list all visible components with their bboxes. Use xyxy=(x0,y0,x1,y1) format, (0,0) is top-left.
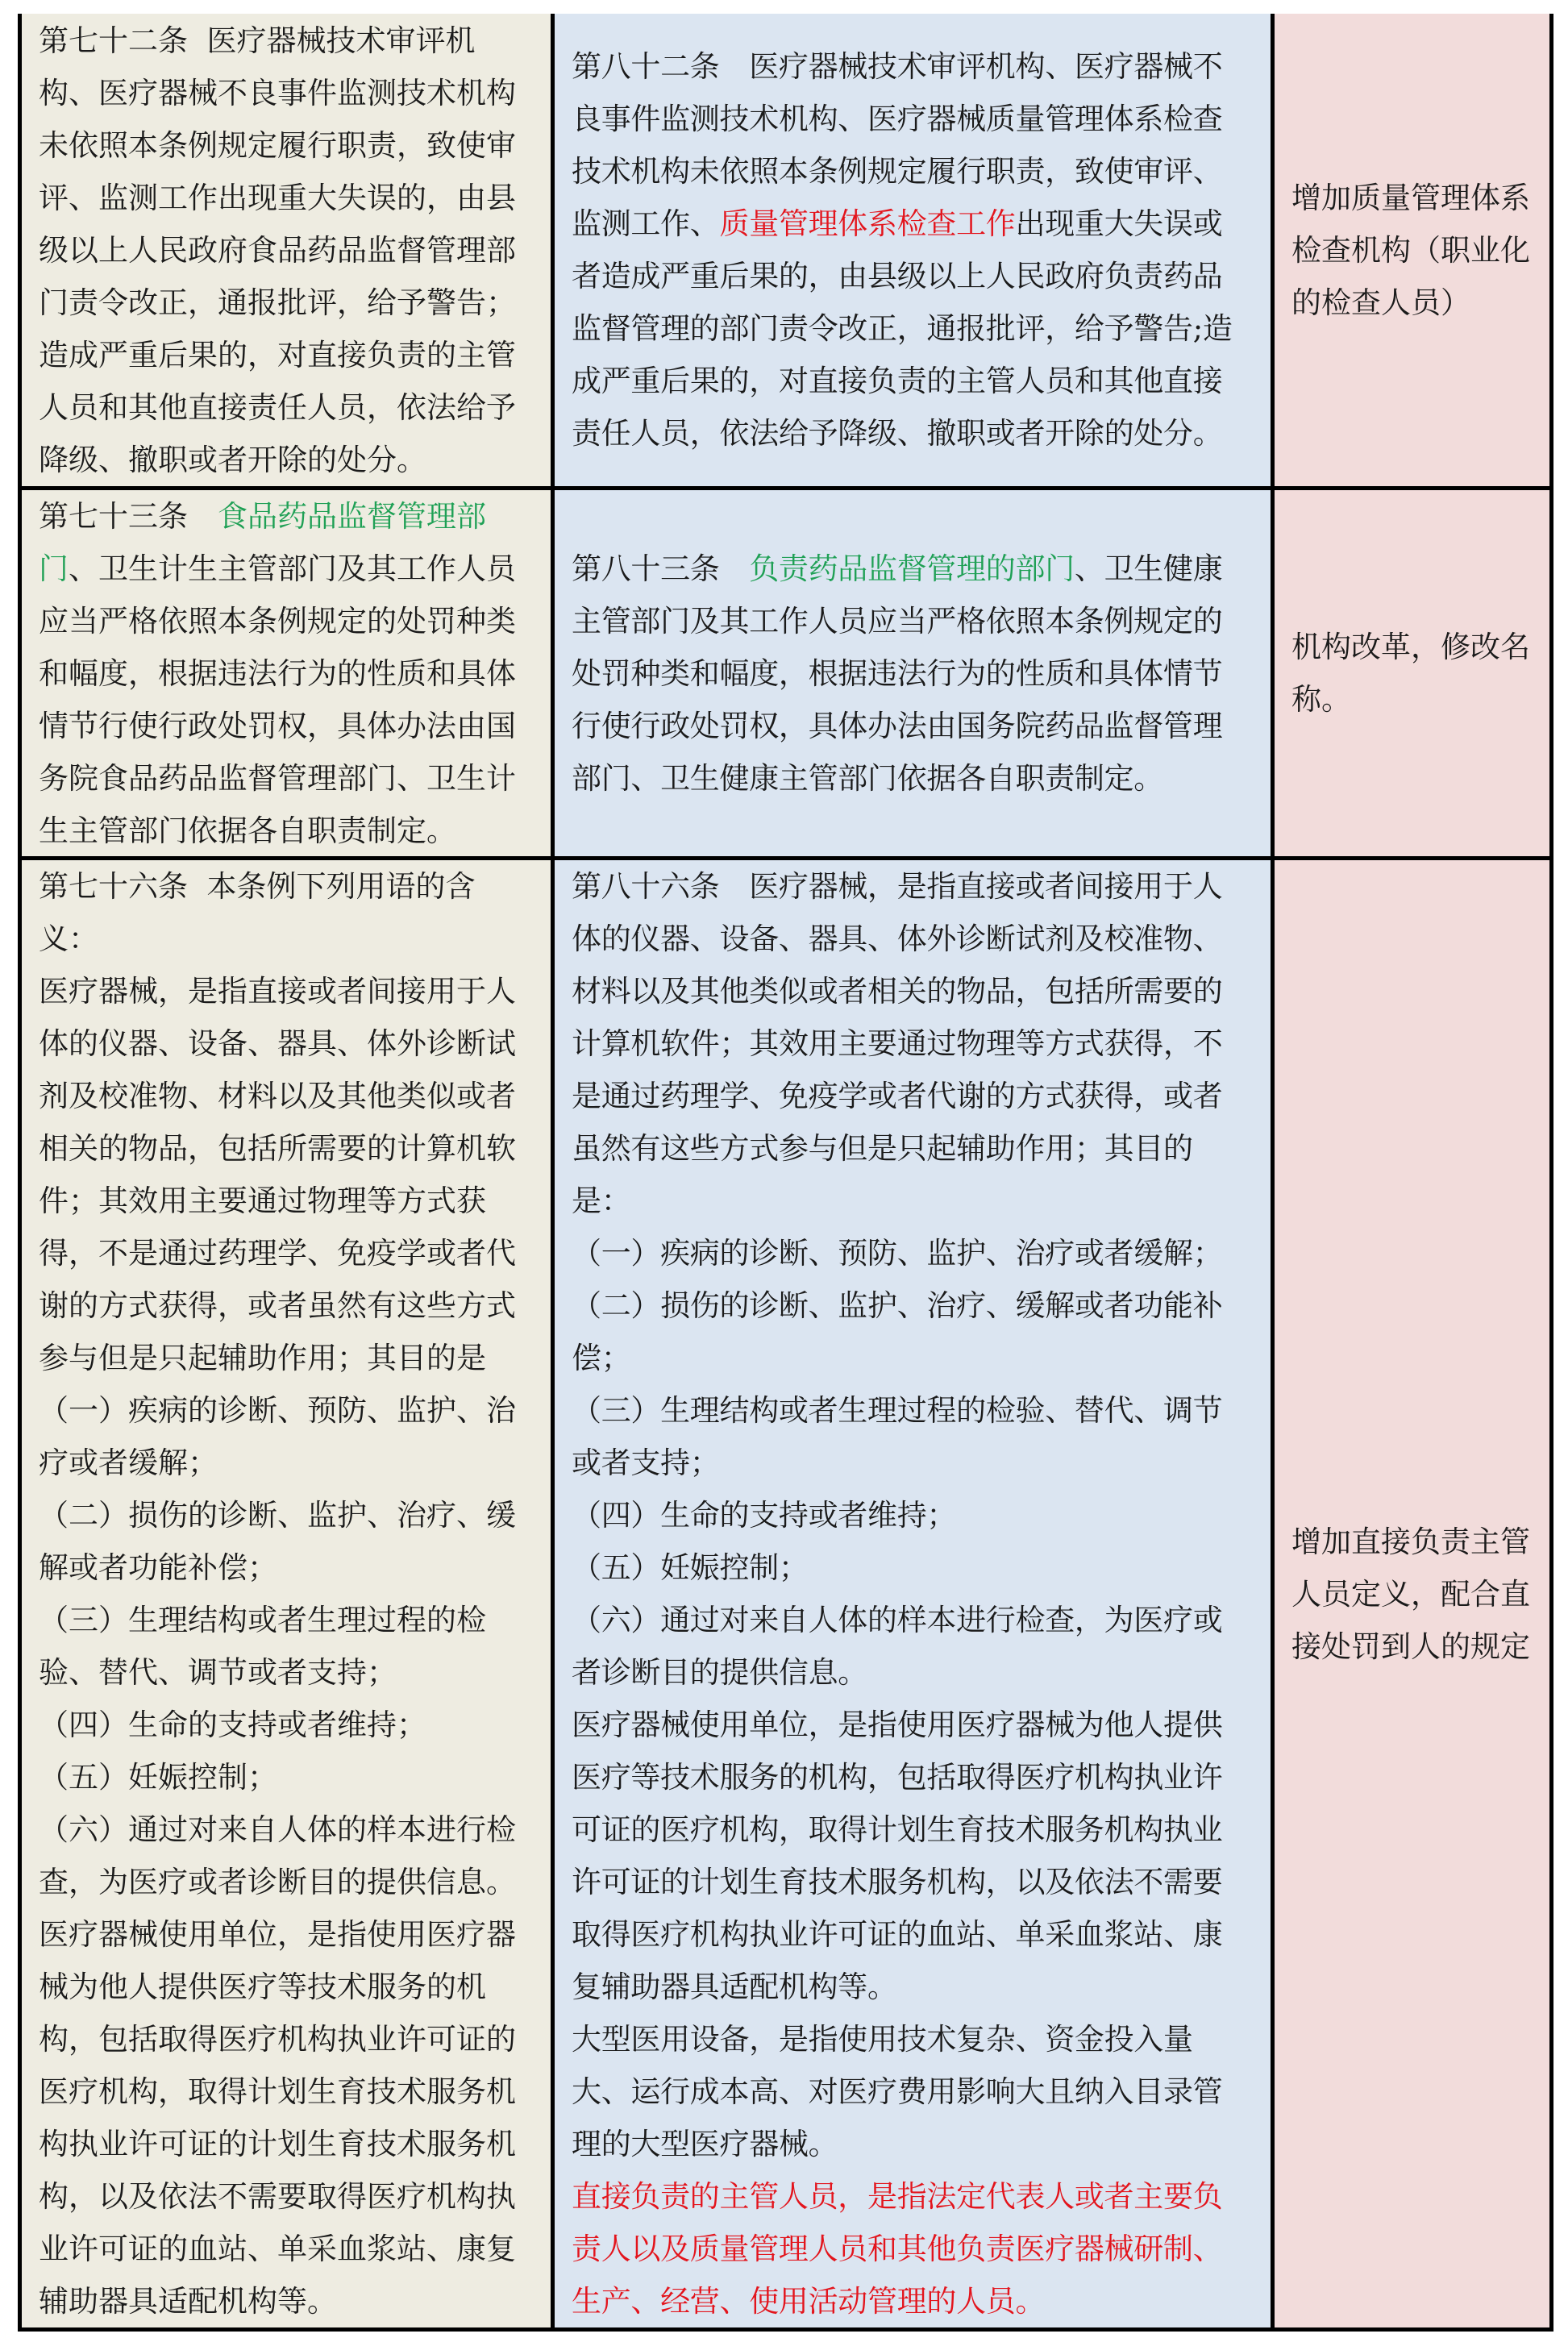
text-line: （五）妊娠控制； xyxy=(572,1550,809,1585)
added-text-highlight: 责人以及质量管理人员和其他负责医疗器械研制、 xyxy=(572,2232,1223,2266)
text-line: 或者支持； xyxy=(572,1446,720,1480)
text-line: 业许可证的血站、单采血浆站、康复 xyxy=(39,2232,516,2266)
text-line: 应当严格依照本条例规定的处罚种类 xyxy=(39,603,516,639)
text-line: （四）生命的支持或者维持； xyxy=(572,1498,957,1533)
text-line: 增加质量管理体系 xyxy=(1291,180,1530,215)
text-line: 评、监测工作出现重大失误的，由县 xyxy=(39,180,516,215)
text-line: 情节行使行政处罚权，具体办法由国 xyxy=(39,708,516,743)
text-line: 体的仪器、设备、器具、体外诊断试 xyxy=(39,1026,516,1061)
text-line: 许可证的计划生育技术服务机构，以及依法不需要 xyxy=(572,1865,1223,1899)
text-line: 生主管部门依据各自职责制定。 xyxy=(39,813,456,848)
text-line: 技术机构未依照本条例规定履行职责，致使审评、 xyxy=(572,154,1223,189)
text-line: 第八十六条 医疗器械，是指直接或者间接用于人 xyxy=(572,869,1223,904)
row1-old-article-cell xyxy=(22,14,551,486)
text-line: 机构改革，修改名 xyxy=(1291,630,1530,664)
text-line: 造成严重后果的，对直接负责的主管 xyxy=(39,337,516,372)
text-line: （六）通过对来自人体的样本进行检 xyxy=(39,1812,516,1847)
text-line: 称。 xyxy=(1291,682,1351,717)
text-line: 是通过药理学、免疫学或者代谢的方式获得，或者 xyxy=(572,1079,1223,1113)
text-line: 构，包括取得医疗机构执业许可证的 xyxy=(39,2022,516,2057)
text-line: 降级、撤职或者开除的处分。 xyxy=(39,442,426,477)
text-line: 医疗等技术服务的机构，包括取得医疗机构执业许 xyxy=(572,1760,1223,1795)
text-line: 第八十二条 医疗器械技术审评机构、医疗器械不 xyxy=(572,49,1223,84)
added-text-highlight: 生产、经营、使用活动管理的人员。 xyxy=(572,2284,1046,2319)
text-line: 良事件监测技术机构、医疗器械质量管理体系检查 xyxy=(572,102,1223,136)
renamed-text-highlight: 门 xyxy=(39,551,69,586)
text-line: 大型医用设备，是指使用技术复杂、资金投入量 xyxy=(572,2022,1193,2057)
text-line: 部门、卫生健康主管部门依据各自职责制定。 xyxy=(572,760,1163,796)
text-line: 人员定义，配合直 xyxy=(1291,1576,1530,1612)
text-line: 查，为医疗或者诊断目的提供信息。 xyxy=(39,1865,516,1899)
text-line: 者造成严重后果的，由县级以上人民政府负责药品 xyxy=(572,259,1223,293)
text-line: 增加直接负责主管 xyxy=(1291,1524,1530,1559)
text-line: 第七十六条 本条例下列用语的含 xyxy=(39,869,476,904)
renamed-text-highlight: 负责药品监督管理的部门 xyxy=(749,551,1075,586)
text-line: 材料以及其他类似或者相关的物品，包括所需要的 xyxy=(572,974,1223,1009)
text-line: 验、替代、调节或者支持； xyxy=(39,1655,397,1690)
text-line: 构执业许可证的计划生育技术服务机 xyxy=(39,2127,516,2161)
text-line: 责任人员，依法给予降级、撤职或者开除的处分。 xyxy=(572,416,1223,451)
text-segment: 第七十三条 xyxy=(39,498,218,534)
text-line: 疗或者缓解； xyxy=(39,1446,218,1480)
text-line: 得，不是通过药理学、免疫学或者代 xyxy=(39,1236,516,1271)
text-segment: 出现重大失误或 xyxy=(1015,206,1223,241)
text-line: 体的仪器、设备、器具、体外诊断试剂及校准物、 xyxy=(572,921,1223,956)
regulation-comparison-table xyxy=(18,14,1553,2332)
text-line: 检查机构（职业化 xyxy=(1291,232,1530,268)
text-segment: 监测工作、 xyxy=(572,206,720,241)
row1-new-article-cell xyxy=(555,14,1271,486)
text-line: 取得医疗机构执业许可证的血站、单采血浆站、康 xyxy=(572,1917,1223,1952)
text-line: 行使行政处罚权，具体办法由国务院药品监督管理 xyxy=(572,708,1223,743)
row2-change-note-cell xyxy=(1275,490,1549,856)
text-line xyxy=(39,490,534,543)
text-segment: 、卫生健康 xyxy=(1074,551,1223,586)
text-line: （六）通过对来自人体的样本进行检查，为医疗或 xyxy=(572,1603,1223,1637)
text-line: 偿； xyxy=(572,1341,631,1375)
text-line: 解或者功能补偿； xyxy=(39,1550,277,1585)
row2-old-article-cell xyxy=(22,490,551,856)
text-line: 医疗器械，是指直接或者间接用于人 xyxy=(39,974,516,1009)
text-line xyxy=(572,198,1254,250)
text-line: 大、运行成本高、对医疗费用影响大且纳入目录管 xyxy=(572,2074,1223,2109)
text-line: 主管部门及其工作人员应当严格依照本条例规定的 xyxy=(572,603,1223,639)
text-line: 者诊断目的提供信息。 xyxy=(572,1655,867,1690)
text-line: 门责令改正，通报批评，给予警告； xyxy=(39,285,516,320)
text-line: 医疗器械使用单位，是指使用医疗器械为他人提供 xyxy=(572,1708,1223,1742)
text-line: 人员和其他直接责任人员，依法给予 xyxy=(39,389,516,425)
text-line: 件；其效用主要通过物理等方式获 xyxy=(39,1183,486,1218)
text-line: 构、医疗器械不良事件监测技术机构 xyxy=(39,75,516,110)
text-line: 处罚种类和幅度，根据违法行为的性质和具体情节 xyxy=(572,655,1223,691)
text-line: 务院食品药品监督管理部门、卫生计 xyxy=(39,760,516,796)
text-line: 可证的医疗机构，取得计划生育技术服务机构执业 xyxy=(572,1812,1223,1847)
text-line: 辅助器具适配机构等。 xyxy=(39,2284,337,2319)
text-line: 的检查人员） xyxy=(1291,285,1470,320)
text-line: （四）生命的支持或者维持； xyxy=(39,1708,426,1742)
text-line: （五）妊娠控制； xyxy=(39,1760,277,1795)
text-line: 是： xyxy=(572,1183,631,1218)
text-line: 接处罚到人的规定 xyxy=(1291,1629,1530,1664)
row3-old-article-cell xyxy=(22,860,551,2327)
text-line: 参与但是只起辅助作用；其目的是 xyxy=(39,1341,486,1375)
text-line: 相关的物品，包括所需要的计算机软 xyxy=(39,1131,516,1166)
text-segment: 第八十三条 xyxy=(572,551,750,586)
text-line: （一）疾病的诊断、预防、监护、治疗或者缓解； xyxy=(572,1236,1223,1271)
text-line: 义： xyxy=(39,921,98,956)
text-line: 成严重后果的，对直接负责的主管人员和其他直接 xyxy=(572,364,1223,398)
text-line: （三）生理结构或者生理过程的检验、替代、调节 xyxy=(572,1393,1223,1428)
text-line: 复辅助器具适配机构等。 xyxy=(572,1970,897,2004)
text-line xyxy=(39,543,534,595)
text-line: （二）损伤的诊断、监护、治疗、缓 xyxy=(39,1498,516,1533)
text-line: 医疗器械使用单位，是指使用医疗器 xyxy=(39,1917,516,1952)
added-text-highlight: 直接负责的主管人员，是指法定代表人或者主要负 xyxy=(572,2179,1223,2214)
text-line: 计算机软件；其效用主要通过物理等方式获得，不 xyxy=(572,1026,1223,1061)
text-line: 虽然有这些方式参与但是只起辅助作用；其目的 xyxy=(572,1131,1193,1166)
text-line xyxy=(572,543,1254,595)
row1-change-note-cell xyxy=(1275,14,1549,486)
row3-change-note-cell xyxy=(1275,860,1549,2327)
row3-new-article-cell xyxy=(555,860,1271,2327)
text-line: 医疗机构，取得计划生育技术服务机 xyxy=(39,2074,516,2109)
text-line: 械为他人提供医疗等技术服务的机 xyxy=(39,1970,486,2004)
text-line: 监督管理的部门责令改正，通报批评，给予警告;造 xyxy=(572,311,1233,346)
text-line: （二）损伤的诊断、监护、治疗、缓解或者功能补 xyxy=(572,1288,1223,1323)
text-line: 构，以及依法不需要取得医疗机构执 xyxy=(39,2179,516,2214)
text-segment: 、卫生计生主管部门及其工作人员 xyxy=(69,551,516,586)
text-line: 谢的方式获得，或者虽然有这些方式 xyxy=(39,1288,516,1323)
text-line: （三）生理结构或者生理过程的检 xyxy=(39,1603,486,1637)
added-text-highlight: 质量管理体系检查工作 xyxy=(719,206,1016,241)
text-line: 剂及校准物、材料以及其他类似或者 xyxy=(39,1079,516,1113)
renamed-text-highlight: 食品药品监督管理部 xyxy=(218,498,486,534)
row2-new-article-cell xyxy=(555,490,1271,856)
text-line: 和幅度，根据违法行为的性质和具体 xyxy=(39,655,516,691)
text-line: （一）疾病的诊断、预防、监护、治 xyxy=(39,1393,516,1428)
text-line: 级以上人民政府食品药品监督管理部 xyxy=(39,232,516,268)
text-line: 理的大型医疗器械。 xyxy=(572,2127,838,2161)
text-line: 第七十二条 医疗器械技术审评机 xyxy=(39,23,476,58)
text-line: 未依照本条例规定履行职责，致使审 xyxy=(39,127,516,163)
